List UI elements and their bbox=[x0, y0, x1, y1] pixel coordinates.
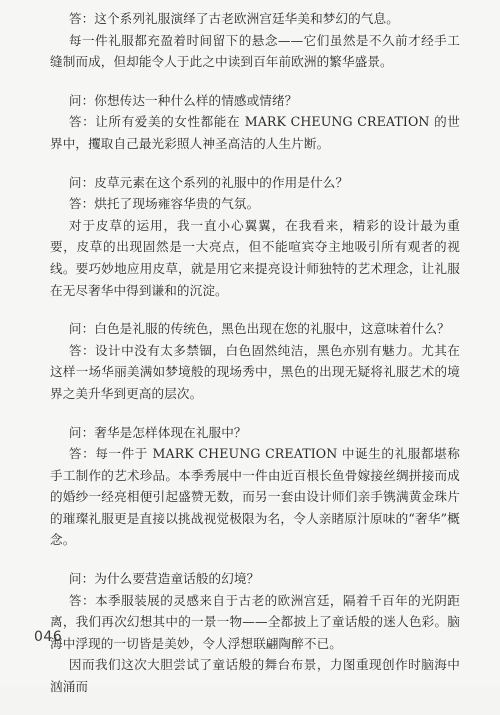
question-paragraph: 问：为什么要营造童话般的幻境？ bbox=[68, 571, 260, 587]
question-paragraph: 问：你想传达一种什么样的情感或情绪？ bbox=[68, 92, 298, 108]
question-paragraph: 问：皮草元素在这个系列的礼服中的作用是什么？ bbox=[68, 174, 349, 190]
interview-text bbox=[50, 8, 460, 715]
answer-paragraph: 答：本季服装展的灵感来自于古老的欧洲宫廷，隔着千百年的光阴距离，我们再次幻想其中的一景一物——全都披上了童话般的迷人色彩。脑海中浮现的一切皆是美妙，令人浮想联翩陶醉不已。 bbox=[50, 592, 460, 651]
answer-paragraph: 答：烘托了现场雍容华贵的气氛。 bbox=[68, 196, 260, 212]
page-number: 046 bbox=[34, 629, 63, 645]
question-paragraph: 问：奢华是怎样体现在礼服中？ bbox=[68, 424, 247, 440]
qa-block-3 bbox=[50, 172, 460, 302]
answer-paragraph: 答：这个系列礼服演绎了古老欧洲宫廷华美和梦幻的气息。 bbox=[68, 11, 399, 26]
answer-paragraph: 答：设计中没有太多禁锢，白色固然纯洁，黑色亦别有魅力。尤其在这样一场华丽美满如梦境般的现场秀中，黑色的出现无疑将礼服艺术的境界之美升华到更高的层次。 bbox=[50, 342, 460, 401]
answer-paragraph: 答：每一件于 MARK CHEUNG CREATION 中诞生的礼服都堪称手工制作的艺术珍品。本季秀展中一件由近百根长鱼骨嫁接丝绸拼接而成的婚纱一经亮相便引起盛赞无数，而另一套由设计师们亲手镌满黄金珠片的璀璨礼服更是直接以挑战视觉极限为名，令人亲睹原汁原味的“奢华”概念。 bbox=[50, 446, 460, 548]
qa-block-6 bbox=[50, 568, 460, 698]
qa-block-4 bbox=[50, 318, 460, 404]
body-paragraph: 对于皮草的运用，我一直小心翼翼，在我看来，精彩的设计最为重要，皮草的出现固然是一大亮点，但不能喧宾夺主地吸引所有观者的视线。要巧妙地应用皮草，就是用它来提亮设计师独特的艺术理念，让礼服在无尽奢华中得到谦和的沉淀。 bbox=[50, 217, 460, 298]
qa-block-2 bbox=[50, 90, 460, 155]
body-paragraph: 因而我们这次大胆尝试了童话般的舞台布景，力图重现创作时脑海中汹涌而 bbox=[50, 657, 460, 695]
answer-paragraph: 答：让所有爱美的女性都能在 MARK CHEUNG CREATION 的世界中，攫取自己最光彩照人神圣高洁的人生片断。 bbox=[50, 114, 460, 151]
question-paragraph: 问：白色是礼服的传统色，黑色出现在您的礼服中，这意味着什么？ bbox=[68, 321, 450, 337]
body-paragraph: 每一件礼服都充盈着时间留下的悬念——它们虽然是不久前才经手工缝制而成，但却能令人于此之中读到百年前欧洲的繁华盛景。 bbox=[50, 32, 460, 70]
qa-block-5 bbox=[50, 422, 460, 552]
qa-block-1 bbox=[50, 8, 460, 73]
